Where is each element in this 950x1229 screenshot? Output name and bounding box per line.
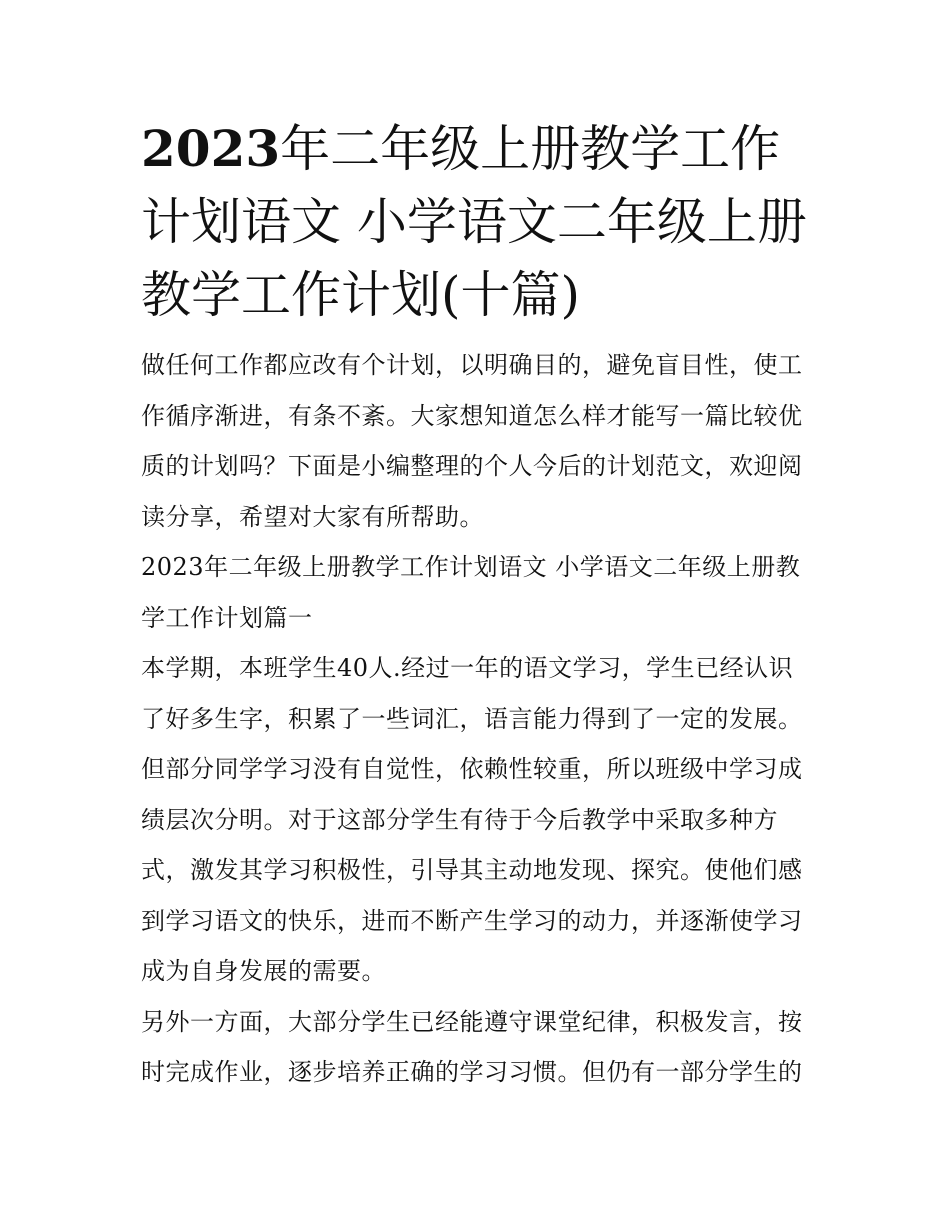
document-title-year: 2023 xyxy=(141,119,281,178)
document-body xyxy=(141,112,813,1098)
body-paragraph-2: 另外一方面，大部分学生已经能遵守课堂纪律，积极发言，按时完成作业，逐步培养正确的学习习惯。但仍有一部分学生的 xyxy=(141,1007,803,1086)
document-title-text: 年二年级上册教学工作计划语文 小学语文二年级上册教学工作计划(十篇) xyxy=(141,120,807,324)
body-paragraph-1: 本学期，本班学生40人.经过一年的语文学习，学生已经认识了好多生字，积累了一些词汇，语言能力得到了一定的发展。但部分同学学习没有自觉性，依赖性较重，所以班级中学习成绩层次分明。对于这部分学生有待于今后教学中采取多种方式，激发其学习积极性，引导其主动地发现、探究。使他们感到学习语文的快乐，进而不断产生学习的动力，并逐渐使学习成为自身发展的需要。 xyxy=(141,654,803,985)
document-title xyxy=(141,112,813,332)
intro-paragraph: 做任何工作都应改有个计划，以明确目的，避免盲目性，使工作循序渐进，有条不紊。大家想知道怎么样才能写一篇比较优质的计划吗？下面是小编整理的个人今后的计划范文，欢迎阅读分享，希望对大家有所帮助。 xyxy=(141,351,803,531)
section-heading: 2023年二年级上册教学工作计划语文 小学语文二年级上册教学工作计划篇一 xyxy=(141,553,801,632)
